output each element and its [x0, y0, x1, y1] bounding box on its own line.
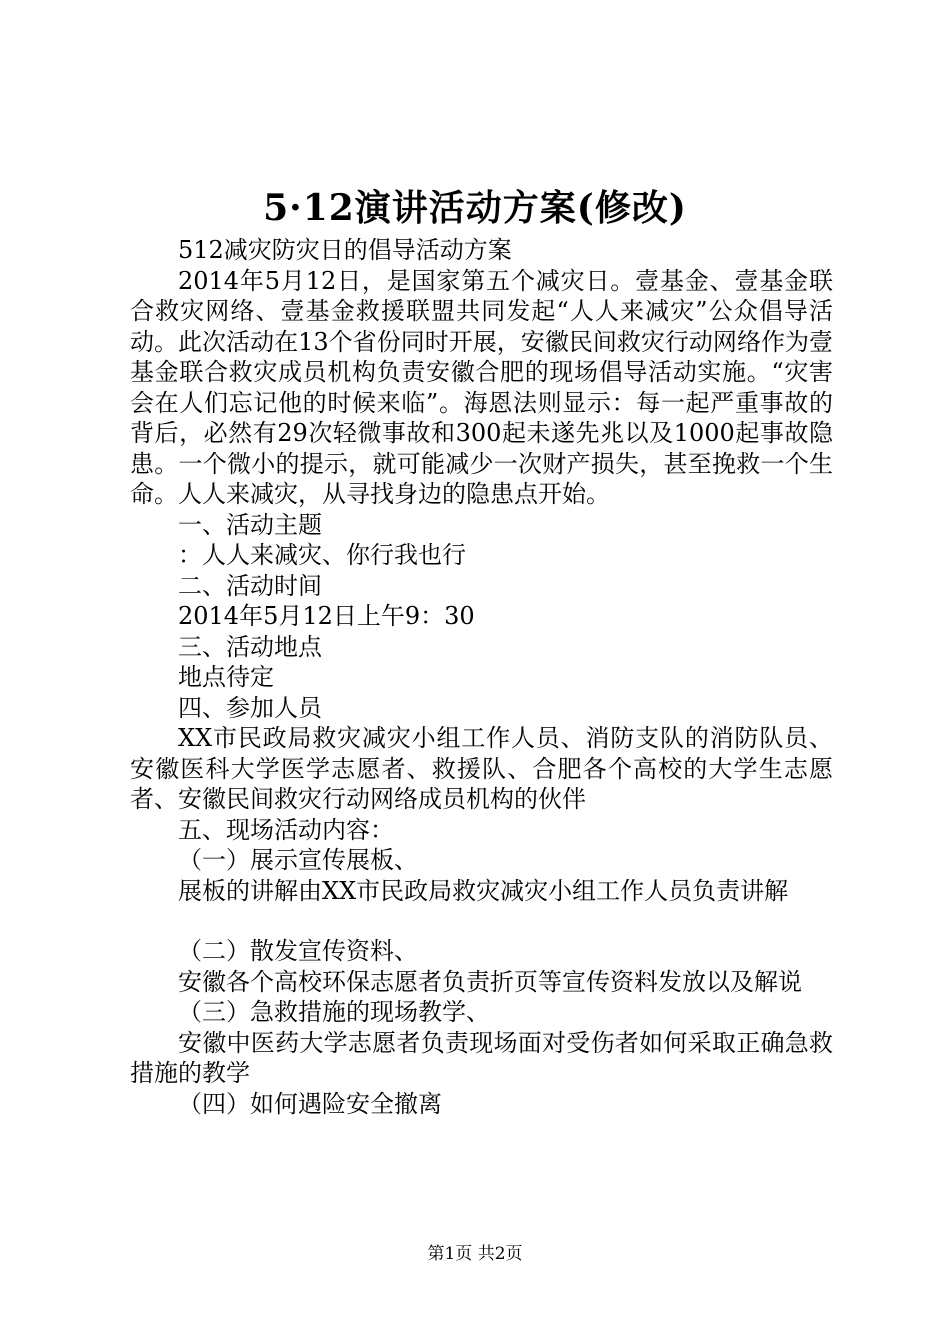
paragraph-subtitle: 512减灾防灾日的倡导活动方案	[178, 236, 512, 264]
paragraph-participants: XX市民政局救灾减灾小组工作人员、消防支队的消防队员、安徽医科大学医学志愿者、救援队、合肥各个高校的大学生志愿者、安徽民间救灾行动网络成员机构的伙伴	[130, 724, 833, 813]
blank-line	[130, 906, 833, 936]
paragraph-1: 展板的讲解由XX市民政局救灾减灾小组工作人员负责讲解	[178, 876, 789, 905]
heading-theme: 一、活动主题	[178, 510, 322, 539]
paragraph-theme: ：人人来减灾、你行我也行	[178, 541, 466, 569]
page-footer: 第1页 共2页	[427, 1244, 523, 1264]
heading-content: 五、现场活动内容：	[178, 815, 394, 844]
heading-participants: 四、参加人员	[178, 693, 322, 722]
subheading-2: （二）散发宣传资料、	[178, 937, 418, 965]
paragraph-3: 安徽中医药大学志愿者负责现场面对受伤者如何采取正确急救措施的教学	[130, 1028, 833, 1087]
paragraph-location: 地点待定	[178, 663, 274, 691]
subheading-4: （四）如何遇险安全撤离	[178, 1089, 442, 1118]
heading-time: 二、活动时间	[178, 571, 322, 600]
subheading-1: （一）展示宣传展板、	[178, 846, 418, 874]
paragraph-time: 2014年5月12日上午9：30	[178, 602, 475, 630]
paragraph-2: 安徽各个高校环保志愿者负责折页等宣传资料发放以及解说	[178, 967, 802, 996]
paragraph-intro: 2014年5月12日，是国家第五个减灾日。壹基金、壹基金联合救灾网络、壹基金救援联盟共同发起“人人来减灾”公众倡导活动。此次活动在13个省份同时开展，安徽民间救灾行动网络作为壹基金联合救灾成员机构负责安徽合肥的现场倡导活动实施。“灾害会在人们忘记他的时候来临”。海恩法则显示：每一起严重事故的背后，必然有29次轻微事故和300起未遂先兆以及1000起事故隐患。一个微小的提示，就可能减少一次财产损失，甚至挽救一个生命。人人来减灾，从寻找身边的隐患点开始。	[130, 266, 833, 508]
heading-location: 三、活动地点	[178, 632, 322, 661]
document-title: 5·12演讲活动方案(修改)	[263, 187, 687, 229]
subheading-3: （三）急救措施的现场教学、	[178, 998, 490, 1026]
document-body	[130, 235, 833, 1119]
